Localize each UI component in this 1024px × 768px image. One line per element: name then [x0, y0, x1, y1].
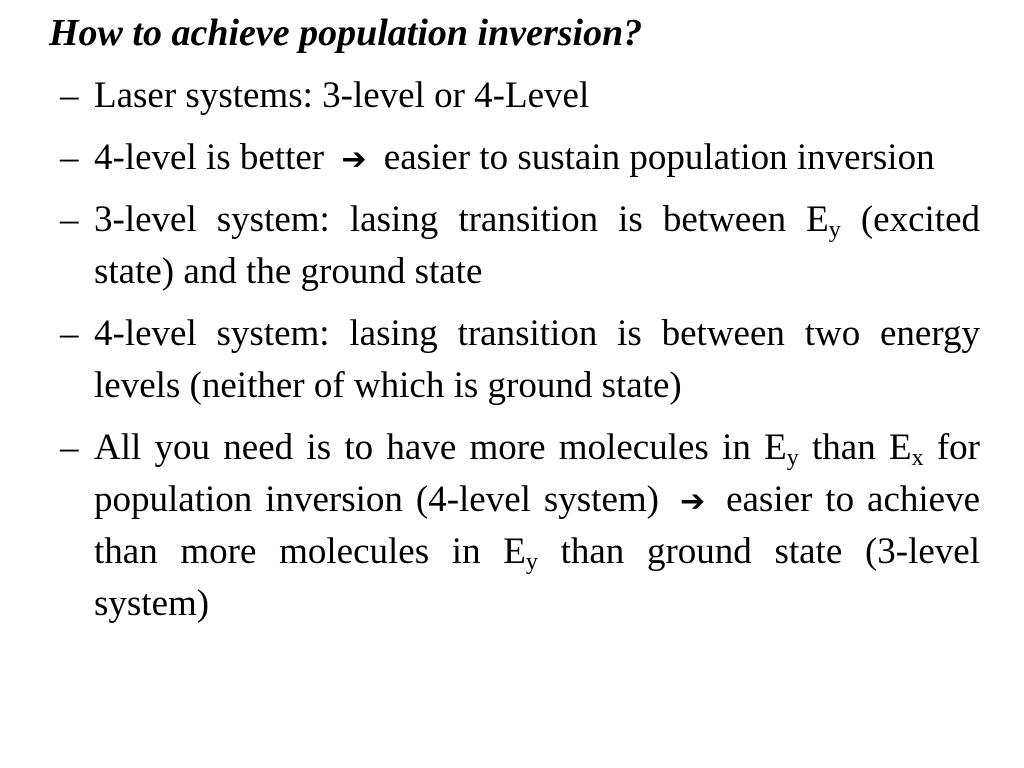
bullet-dash: – — [60, 427, 79, 468]
bullet-text: than ground state (3-level system) — [94, 531, 980, 624]
subscript: x — [911, 445, 924, 471]
bullet-text: easier to achieve than more molecules in E — [94, 479, 981, 572]
bullet-dash: – — [60, 313, 79, 354]
bullet-dash: – — [60, 75, 79, 116]
bullet-dash: – — [60, 199, 79, 240]
bullet-item-laser-systems — [60, 70, 980, 122]
bullet-list — [60, 70, 980, 640]
bullet-text: for population inversion (4-level system) — [94, 427, 980, 520]
bullet-item-all-you-need — [60, 422, 980, 630]
bullet-text: 4-level is better — [94, 137, 325, 178]
bullet-text: easier to sustain population inversion — [383, 137, 935, 178]
slide-title: How to achieve population inversion? — [49, 12, 643, 54]
bullet-text: Laser systems: 3-level or 4-Level — [94, 75, 590, 116]
subscript: y — [786, 445, 799, 471]
bullet-text: 3-level system: lasing transition is between E — [94, 199, 829, 240]
subscript: y — [828, 217, 841, 243]
bullet-text: than E — [812, 427, 912, 468]
bullet-item-3-level-system — [60, 194, 980, 298]
right-arrow-icon: ➔ — [341, 142, 367, 177]
bullet-text: 4-level system: lasing transition is between two energy levels (neither of which is ground state) — [94, 313, 980, 406]
bullet-text: (excited state) and the ground state — [94, 199, 981, 292]
right-arrow-icon: ➔ — [679, 484, 706, 519]
bullet-item-4-level-system — [60, 308, 980, 412]
bullet-text: All you need is to have more molecules in E — [94, 427, 787, 468]
bullet-dash: – — [60, 137, 79, 178]
bullet-item-4-level-better — [60, 132, 980, 184]
subscript: y — [525, 549, 538, 575]
